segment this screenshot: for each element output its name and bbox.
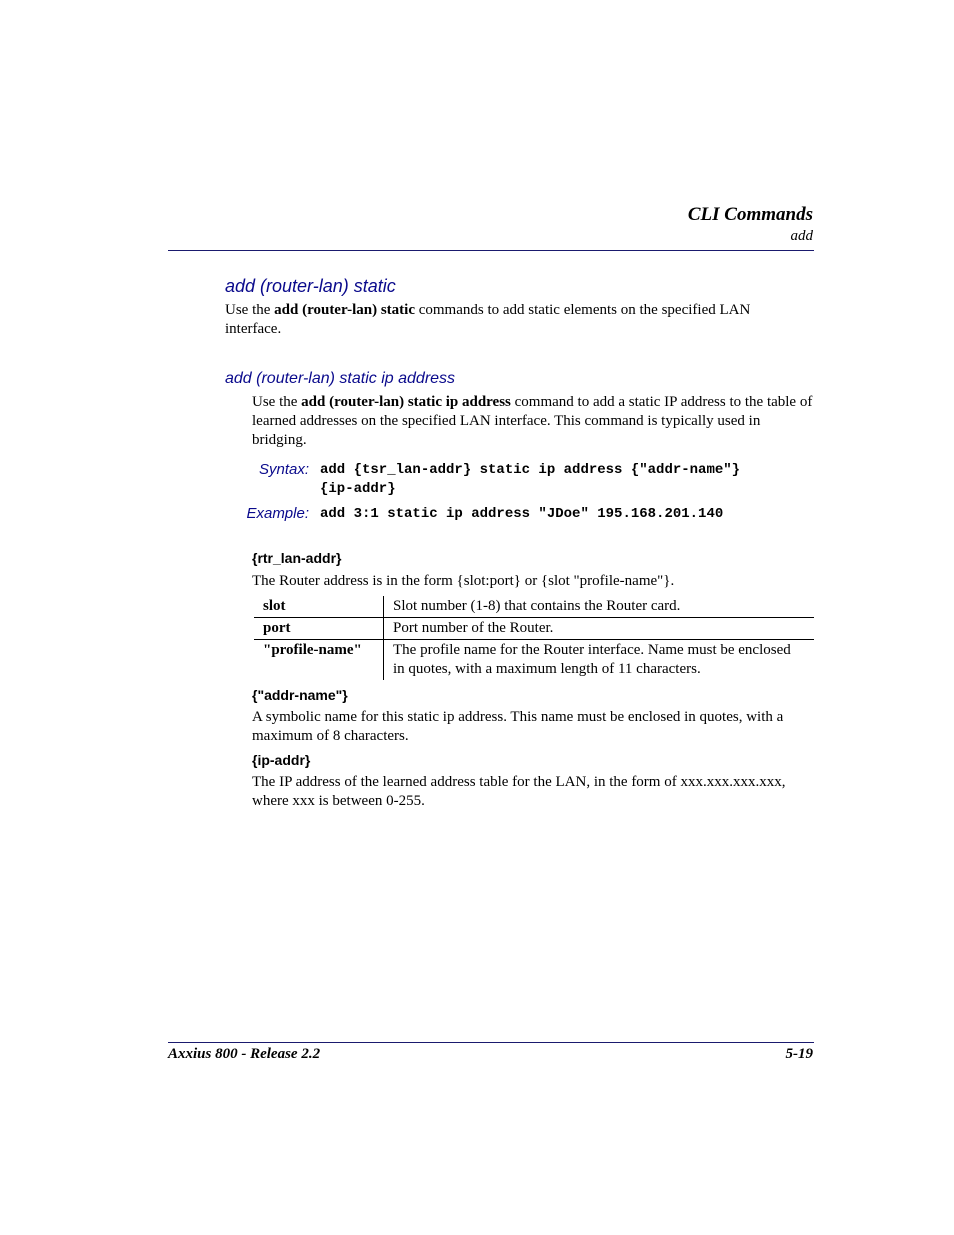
- desc-text-pre: Use the: [252, 394, 302, 410]
- running-header-subtitle: add: [790, 228, 813, 244]
- section-intro: [225, 301, 785, 339]
- param-key: port: [254, 618, 384, 640]
- syntax-code-line1: add {tsr_lan-addr} static ip address {"addr-name"}: [320, 462, 741, 478]
- param-table: [254, 596, 814, 680]
- intro-text-bold: add (router-lan) static: [274, 302, 415, 318]
- subsection-description: [252, 393, 814, 450]
- footer-rule: [168, 1042, 814, 1043]
- param-value: The profile name for the Router interface. Name must be enclosed in quotes, with a maximum length of 11 characters.: [393, 642, 791, 677]
- syntax-label: Syntax:: [258, 461, 309, 478]
- param-rtr-desc: The Router address is in the form {slot:port} or {slot "profile-name"}.: [252, 573, 675, 589]
- param-ip-addr-desc: The IP address of the learned address table for the LAN, in the form of xxx.xxx.xxx.xxx, where xxx is between 0-255.: [252, 774, 786, 809]
- intro-text-pre: Use the: [225, 302, 275, 318]
- example-code: add 3:1 static ip address "JDoe" 195.168.201.140: [320, 506, 724, 522]
- table-row: [254, 618, 814, 640]
- param-value: Port number of the Router.: [384, 618, 815, 640]
- param-ip-addr-title: {ip-addr}: [252, 752, 311, 768]
- desc-text-bold: add (router-lan) static ip address: [301, 394, 511, 410]
- param-value: Slot number (1-8) that contains the Router card.: [384, 596, 815, 618]
- syntax-code: [320, 461, 740, 499]
- footer-left: Axxius 800 - Release 2.2: [168, 1046, 321, 1062]
- section-heading: add (router-lan) static: [225, 276, 396, 296]
- example-label: Example:: [246, 505, 309, 522]
- param-key: "profile-name": [254, 640, 384, 681]
- syntax-code-line2: {ip-addr}: [320, 481, 396, 497]
- page-number: 5-19: [785, 1046, 813, 1062]
- header-rule: [168, 250, 814, 251]
- table-row: [254, 596, 814, 618]
- param-key: slot: [254, 596, 384, 618]
- subsection-heading: add (router-lan) static ip address: [225, 370, 456, 387]
- running-header-title: CLI Commands: [687, 204, 813, 225]
- intro-text-post: commands to add static elements on the specified LAN interface.: [225, 302, 751, 337]
- desc-text-post: command to add a static IP address to the table of learned addresses on the specified LAN interface. This command is typically used in bridging.: [252, 394, 813, 448]
- table-row: [254, 640, 814, 681]
- param-addr-name-desc: A symbolic name for this static ip address. This name must be enclosed in quotes, with a maximum of 8 characters.: [252, 709, 784, 744]
- param-rtr-title: {rtr_lan-addr}: [252, 550, 342, 566]
- param-addr-name-title: {"addr-name"}: [252, 687, 348, 703]
